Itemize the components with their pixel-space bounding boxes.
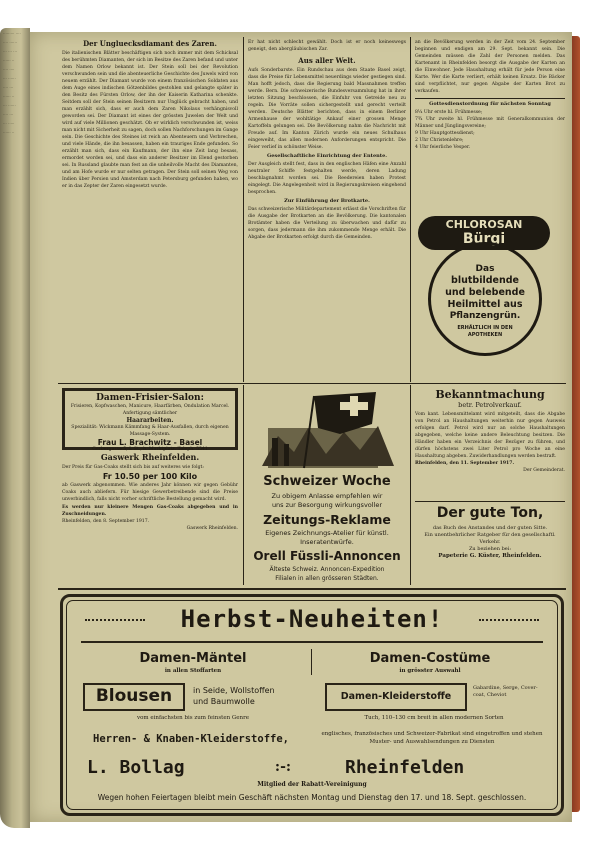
- schweizer-line: Zu obigem Anlasse empfehlen wir: [271, 492, 383, 500]
- gute-ton-line: Ein unentbehrlicher Ratgeber für den gesellschaftl. Verkehr.: [424, 532, 556, 545]
- subsection-title: Zur Einführung der Brotkarte.: [284, 198, 370, 204]
- blousen-sub: vom einfachsten bis zum feinsten Genre: [137, 715, 249, 721]
- article-continuation: Er hat nicht schlecht gewählt. Doch ist er noch keineswegs geneigt, den abergläubischen Zar.: [248, 40, 406, 52]
- firm-name: L. Bollag: [87, 757, 185, 778]
- kleider-detail: Gabardine, Serge, Cover-coat, Cheviot: [473, 685, 538, 698]
- ad-divider: [81, 641, 543, 643]
- gute-ton-line: das Buch des Anstandes und der guten Sitte.: [432, 525, 548, 531]
- ad-divider-vertical: [311, 649, 312, 675]
- chlorosan-text: Pflanzengrün.: [449, 311, 521, 321]
- horizontal-divider: [58, 383, 566, 384]
- subsection-body: Der Ausgleich stellt fest, dass in den englischen Häfen eine Anzahl neutraler Schiffe festgehalten werde, deren Ladung beschlagnahmt worden sei. Die Reedereien haben Protest eingelegt. Die Angelegenheit wird in Regierungskreisen eingehend besprochen.: [248, 162, 406, 195]
- chlorosan-text: und belebende: [445, 287, 525, 298]
- bekannt-subtitle: betr. Petrolverkauf.: [458, 401, 522, 409]
- gottesdienst-item: 9 Uhr Hauptgottesdienst;: [415, 131, 475, 136]
- column-divider: [410, 37, 411, 382]
- horizontal-divider: [415, 501, 565, 502]
- gaswerk-price: Fr 10.50 per 100 Kilo: [102, 472, 198, 481]
- frisier-salon-ad: [62, 388, 238, 450]
- bekannt-signature: Der Gemeinderat.: [523, 468, 565, 473]
- frisier-line: Spezialität: Wickmann Kämmfang & Haar-Ausfallen, durch eigenen Massage-System.: [71, 425, 229, 437]
- section-body: Aufs Sonderbarste. Ein Rundschau aus dem Staate Basel zeigt, dass die Preise für Lebensmittel neuerdings wieder gestiegen sind. Man hofft jedoch, dass die Regierung bald Massnahmen treffen werde. Bern. Die schweizerische Bundesversammlung hat in ihrer letzten Sitzung beschlossen, die Einfuhr von Getreide neu zu regeln. Die Vorräte sollen sichergestellt und gerecht verteilt werden. Deutsche Blätter berichten, dass in einem Berliner Armenhause der wohltätige Ankauf einer grossen Menge Kartoffeln gelungen sei. Die Bevölkerung nahm die Nachricht mit Freude auf. Im Kanton Zürich wurde ein neues Schulhaus eingeweiht, das allen modernen Anforderungen entspricht. Die Feier verlief in schönster Weise.: [248, 68, 406, 150]
- mantel-heading: Damen-Mäntel: [139, 651, 247, 666]
- costume-sub: in grösster Auswahl: [399, 668, 461, 674]
- herren-detail: englisches, französisches und Schweizer-Fabrikat sind eingetroffen und stehen Muster- und Auswahlsendungen zu Diensten: [321, 731, 543, 745]
- gottesdienst-item: 7¾ Uhr zweite hl. Frühmesse mit Generalkommunion der Männer und Jünglingsvereine;: [415, 117, 565, 129]
- blousen-detail: und Baumwolle: [193, 697, 255, 706]
- schweizer-woche-ad: [248, 388, 406, 586]
- gottesdienst-item: 8¼ Uhr erste hl. Frühmesse;: [415, 110, 483, 115]
- bekanntmachung-notice: [415, 388, 565, 500]
- chlorosan-text: blutbildende: [451, 275, 519, 286]
- column-aus-aller-welt: [248, 39, 406, 382]
- column-notices: [415, 39, 565, 211]
- rabatt-line: Mitglied der Rabatt-Vereinigung: [257, 781, 367, 788]
- firm-town: Rheinfelden: [345, 757, 465, 778]
- notice-body: an die Bevölkerung werden in der Zeit vom 24. September beginnen und endigen am 29. Sept. bekannt sein. Die Gemeinden müssen die Zahl der Personen melden. Das Kartenamt in Rheinfelden besorgt die Ausgabe der Karten an die Einwohner. Jede Haushaltung erhält für jede Person eine Karte. Wer die Karte verliert, erhält keinen Ersatz. Die Bäcker sind verpflichtet, nur gegen Abgabe der Karten Brot zu verkaufen.: [415, 40, 565, 94]
- frisier-address: Gerbergasse 5, I. St., b. Marktplatz. Teleph. 5541: [92, 447, 208, 452]
- gute-ton-firm: Papeterie G. Küster, Rheinfelden.: [438, 553, 542, 559]
- costume-heading: Damen-Costüme: [369, 651, 491, 666]
- chlorosan-brand: CHLOROSAN: [445, 218, 523, 231]
- column-divider: [243, 37, 244, 382]
- frisier-line: Frisieren, Kopfwaschen, Manicure, Haarfärben, Ondulation Marcel. Anfertigung sämtlicher: [70, 404, 230, 416]
- book-binding-edge: [572, 36, 580, 812]
- gute-ton-title: Der gute Ton,: [436, 505, 544, 521]
- chlorosan-brand2: Bürgi: [462, 231, 506, 247]
- gaswerk-signature: Gaswerk Rheinfelden.: [186, 526, 238, 531]
- schweizer-line: Eigenes Zeichnungs-Atelier für künstl.: [265, 529, 389, 537]
- subsection-title: Gesellschaftliche Einrichtung der Entente.: [266, 153, 388, 159]
- firm-separator: :-:: [274, 759, 292, 775]
- gottesdienst-title: Gottesdienstordnung für nächsten Sonntag: [415, 98, 565, 107]
- column-zar-diamond: [62, 39, 238, 382]
- chlorosan-text: APOTHEKEN: [467, 332, 503, 338]
- gaswerk-notice: [62, 452, 238, 587]
- gaswerk-body: ab Gaswerk abgenommen. Wie anderes Jahr können wir gegen Gebühr Coaks auch abliefern. Für hiesige Gewerbetreibende sind die Preise unverbindlich, falls nicht vorher schriftliche Bestellung gemacht wird.: [62, 483, 238, 502]
- article-body: Die italienischen Blätter beschäftigen sich noch immer mit dem Schicksal des berühmten Diamanten, der sich im Besitze des Zaren befand und unter dem Namen Orlow bekannt ist. Der Stein soll bei der Revolution verschwunden sein und die abenteuerliche Geschichte des Juwels wird von neuem erzählt. Der Diamant wurde von einem französischen Soldaten aus dem Auge eines indischen Götzenbildes gestohlen und gelangte später in den Besitz des Fürsten Orlow, der ihn der Kaiserin Katharina schenkte. Seitdem soll der Stein seinen Besitzern nur Unglück gebracht haben, und man erzählt sich, dass er auch dem Zaren Nikolaus verhängnisvoll geworden sei. Der Diamant ist eines der grössten Juwelen der Welt und wird auf viele Millionen geschätzt. Ob er wirklich verschwunden ist, weiss man nicht mit Sicherheit zu sagen, doch sollen Nachforschungen im Gange sein. Die Geschichte des Steines ist reich an Abenteuern und Verbrechen, und viele Hände, die ihn besassen, haben ein trauriges Ende gefunden. So erzählt man sich, dass ein Kaufmann, der ihn eine Zeit lang besass, ermordet worden sei, und dass ein anderer Besitzer im Elend gestorben sei. In Russland glaubte man fest an die unheilvolle Macht des Diamanten, und am Hofe wurde er nur selten getragen. Der Stein soll seinen Weg von Indien über Persien und Amsterdam nach Petersburg gefunden haben, wo er in das Zepter der Zaren eingesetzt wurde.: [62, 51, 238, 189]
- frisier-name: Frau L. Brachwitz - Basel: [97, 438, 203, 447]
- section-title: Aus aller Welt.: [298, 56, 356, 65]
- kleider-sub: Tuch, 110–130 cm breit in allen modernen Sorten: [364, 715, 504, 721]
- subsection-body: Das schweizerische Militärdepartement erlässt die Vorschriften für die Ausgabe der Brotkarten an die Bevölkerung. Die kantonalen Brotämter haben die Verteilung zu überwachen und dafür zu sorgen, dass jedermann die ihm zukommende Menge erhält. Die Abgabe der Brotkarten erfolgt durch die Gemeinden.: [248, 207, 406, 240]
- bekannt-title: Bekanntmachung: [435, 388, 545, 401]
- newspaper-page: [30, 32, 572, 822]
- kleider-heading: Damen-Kleiderstoffe: [340, 691, 452, 702]
- column-divider: [243, 385, 244, 585]
- column-divider: [410, 385, 411, 585]
- chlorosan-text: Das: [475, 264, 495, 274]
- schweizer-line: Filialen in allen grösseren Städten.: [275, 575, 379, 582]
- article-title: Der Ungluecksdiamant des Zaren.: [83, 39, 217, 48]
- gottesdienst-item: 4 Uhr feierliche Vesper.: [415, 145, 471, 150]
- gaswerk-title: Gaswerk Rheinfelden.: [100, 452, 200, 462]
- gaswerk-date: Rheinfelden, den 8. September 1917.: [62, 519, 150, 524]
- chlorosan-text: ERHÄLTLICH IN DEN: [457, 325, 513, 331]
- herren-heading: Herren- & Knaben-Kleiderstoffe,: [93, 733, 289, 745]
- adjacent-page-edge: ......... .... .... ...... ... ... ... ...... .. .... .... ... ...... .... ... ...... .. ... ...... .... ... ... ..... ...... ..: [0, 28, 30, 828]
- blousen-heading: Blousen: [95, 686, 173, 706]
- holiday-closing-notice: Wegen hohen Feiertagen bleibt mein Geschäft nächsten Montag und Dienstag den 17. und 18. Sept. geschlossen.: [97, 793, 527, 802]
- bekannt-body: Vom kant. Lebensmittelamt wird mitgeteilt, dass die Abgabe von Petrol an Haushaltungen weiterhin nur gegen Ausweis erfolgen darf. Petrol wird nur an solche Haushaltungen abgegeben, welche keine andere Beleuchtung besitzen. Die Händler haben ein Verzeichnis der Bezüger zu führen, und dürfen höchstens zwei Liter Petrol pro Woche an eine Haushaltung abgeben. Zuwiderhandlungen werden bestraft.: [415, 412, 565, 459]
- schweizer-title: Schweizer Woche: [263, 474, 391, 489]
- gottesdienst-item: 2 Uhr Christenlehre;: [415, 138, 464, 143]
- schweizer-reklame: Zeitungs-Reklame: [263, 512, 391, 527]
- ornament-right: [479, 619, 539, 622]
- frisier-title: Damen-Frisier-Salon:: [96, 393, 204, 403]
- horizontal-divider: [58, 588, 566, 590]
- swiss-flag-illustration: [248, 388, 406, 472]
- frisier-line: Haararbeiten.: [126, 417, 174, 424]
- herbst-title: Herbst-Neuheiten!: [180, 605, 444, 633]
- chlorosan-text: Heilmittel aus: [447, 299, 523, 310]
- herbst-neuheiten-ad: [60, 594, 564, 816]
- schweizer-line: uns zur Besorgung wirkungsvoller: [271, 501, 383, 509]
- mantel-sub: in allen Stoffarten: [164, 668, 222, 674]
- gaswerk-small: Es werden nur kleinere Mengen Gas-Coaks abgegeben und in Zuschneidungen.: [62, 505, 238, 517]
- gaswerk-intro: Der Preis für Gas-Coaks stellt sich bis auf weiteres wie folgt:: [62, 465, 204, 470]
- gute-ton-ad: [415, 505, 565, 585]
- blousen-detail: in Seide, Wollstoffen: [193, 686, 275, 695]
- schweizer-firm: Orell Füssli-Annoncen: [253, 549, 401, 563]
- schweizer-line: Inseratentwürfe.: [300, 538, 354, 546]
- bekannt-date: Rheinfelden, den 11. September 1917.: [415, 461, 515, 466]
- gute-ton-line: Zu beziehen bei:: [468, 546, 512, 552]
- schweizer-line: Älteste Schweiz. Annoncen-Expedition: [269, 566, 385, 573]
- chlorosan-ad: [412, 212, 560, 380]
